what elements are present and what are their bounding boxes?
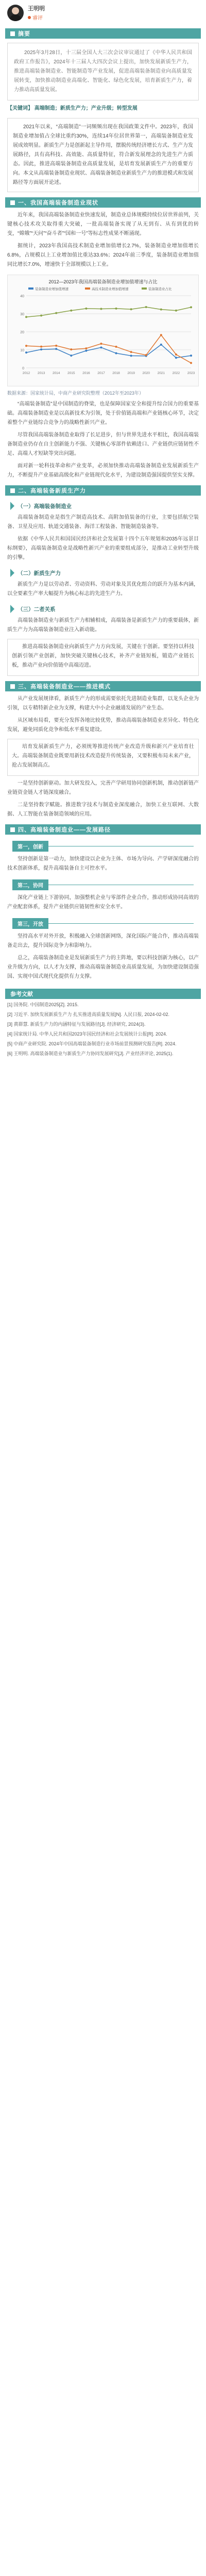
legend-label: 装备制造业增加值增速 [35, 287, 68, 291]
paragraph: 高端装备制造业与新质生产力相辅相成，高端装备是新质生产力的重要载体，新质生产力为高端装备制造业注入新动能。 [7, 618, 199, 633]
x-tick-label: 2023 [187, 371, 195, 375]
y-tick-label: 40 [20, 295, 24, 298]
square-icon [10, 31, 15, 36]
abstract-text: 2025年3月28日，十三届全国人大三次会议审议通过了《中华人民共和国政府工作报告》，2024年十三届人大四次会议上提出，加快发展新质生产力，推进高端装备制造业、智能制造等产业发展，促进高端装备制造业向高质量发展转变，加快推动制造业高端化、智能化、绿色化发展，培育新质生产力，着力推动高质量发展。 [14, 50, 192, 93]
data-point [55, 312, 57, 314]
x-tick-label: 2012 [22, 371, 30, 375]
chart [7, 275, 199, 386]
paragraph: 从区域布局看，要充分发挥各地比较优势，推动高端装备制造业差异化、特色化发展，避免同质化竞争和低水平重复建设。 [7, 718, 199, 733]
subsection-flag [7, 605, 199, 613]
abstract-box [7, 43, 199, 100]
data-point [100, 346, 102, 348]
intro-box [7, 118, 199, 192]
square-icon [10, 488, 15, 493]
square-icon [10, 684, 15, 689]
data-point [145, 306, 147, 308]
section-title: 二、高端装备新质生产力 [18, 488, 86, 494]
square-icon [10, 200, 15, 205]
data-point [40, 348, 42, 350]
paragraph: 据统计，2023年我国高技术制造业增加值增长2.7%，装备制造业增加值增长6.8%，占规模以上工业增加值比重达33.6%；2024年前三季度，装备制造业增加值同比增长7.0%，增速快于全部规模以上工业。 [7, 243, 199, 267]
x-tick-label: 2022 [172, 371, 180, 375]
data-point [55, 348, 57, 350]
data-point [70, 310, 72, 312]
paragraph: 总之，高端装备制造业是发展新质生产力的主阵地，要以科技创新为核心，以产业升级为方向，以人才为支撑，推动高端装备制造业高质量发展，为加快建设制造强国、实现中国式现代化提供有力支撑。 [7, 955, 199, 979]
section-title: 一、我国高端装备制造业现状 [18, 200, 98, 206]
data-point [175, 353, 177, 355]
reference-item: [6] 王明明. 高端装备制造业与新质生产力协同发展研究[J]. 产业经济评论, 2025(1). [7, 1051, 174, 1056]
author-tag-label: 睿评 [32, 15, 43, 21]
reference-item: [5] 中商产业研究院. 2024年中国高端装备制造行业市场前景预测研究报告[R]. 2024. [7, 1041, 177, 1046]
data-point [145, 354, 147, 356]
paragraph: 坚持创新是第一动力，加快建设以企业为主体、市场为导向、产学研深度融合的技术创新体系，提升高端装备自主可控水平。 [7, 856, 199, 871]
path-tab [12, 918, 194, 929]
tag-dot-icon [28, 16, 31, 19]
data-point [100, 308, 102, 310]
data-point [190, 362, 192, 364]
data-point [115, 346, 117, 348]
series-line [26, 345, 191, 358]
data-point [55, 345, 57, 347]
data-point [70, 354, 72, 357]
intro-text: 2021年以来，“高端制造”一词频频出现在我国政策文件中。2023年，我国制造业增加值占全球比重约30%，连续14年位居世界第一，高端装备制造业发展成效明显。新质生产力是创新起主导作用，摆脱传统经济增长方式、生产力发展路径，具有高科技、高效能、高质量特征，符合新发展理念的先进生产力质态。因此，推进高端装备制造业高质量发展，是培育发展新质生产力的重要方向。本文从高端装备制造业现状、高端装备制造业新质生产力的推进模式和发展路径等方面展开论述。 [13, 124, 193, 185]
legend-swatch [142, 287, 147, 290]
x-tick-label: 2014 [52, 371, 60, 375]
highlight-box [7, 739, 199, 776]
legend-swatch [85, 287, 90, 290]
subsection-title: （一）高端装备制造业 [18, 503, 72, 510]
section-1 [5, 197, 201, 208]
reference-item: [3] 黄群慧. 新质生产力的内涵特征与发展路径[J]. 经济研究, 2024(3). [7, 1022, 146, 1027]
legend-label: 高技术制造业增加值增速 [92, 287, 129, 291]
x-tick-label: 2021 [157, 371, 165, 375]
data-point [130, 351, 132, 353]
y-tick-label: 0 [22, 367, 24, 370]
data-point [25, 345, 27, 347]
chart-caption: 数据来源：国家统计局，中商产业研究院整理（2012年至2023年） [7, 391, 144, 396]
section-3 [5, 681, 201, 691]
author-header [0, 0, 206, 23]
triangle-icon [10, 502, 14, 510]
path-tab-label: 第三，开放 [12, 918, 48, 929]
data-point [190, 306, 192, 308]
highlight-text: 推进高端装备制造业向新质生产力方向发展，关键在于创新。要坚持以科技创新引领产业创新，加快突破关键核心技术，补齐产业链短板，锻造产业链长板，推动产业向价值链中高端迈进。 [12, 644, 194, 668]
paragraph: 二是坚持数字赋能。推进数字技术与制造业深度融合，加快工业互联网、大数据、人工智能在装备制造领域的应用。 [7, 802, 199, 817]
chart-svg [8, 275, 198, 383]
chart-title: 2012—2023年我国高端装备制造业增加值增速与占比 [48, 279, 158, 284]
divider [48, 923, 194, 924]
chart-grid [26, 296, 191, 368]
reference-item: [4] 国家统计局. 中华人民共和国2023年国民经济和社会发展统计公报[R]. 2024. [7, 1031, 167, 1037]
path-tab-label: 第一，创新 [12, 841, 48, 852]
data-point [130, 355, 132, 357]
data-point [190, 354, 192, 357]
paragraph: 从产业发展规律看，新质生产力的形成需要依托先进制造业集群，以龙头企业为引领，以专精特新企业为支撑，构建大中小企业融通发展的产业生态。 [7, 696, 199, 711]
x-tick-label: 2020 [142, 371, 150, 375]
x-tick-label: 2016 [82, 371, 90, 375]
paragraph: 新质生产力是以劳动者、劳动资料、劳动对象及其优化组合的跃升为基本内涵，以全要素生产率大幅提升为核心标志的先进生产力。 [7, 582, 199, 597]
data-point [100, 343, 102, 345]
data-point [175, 310, 177, 312]
legend-label: 装备制造业占比 [148, 287, 172, 291]
y-tick-label: 30 [20, 313, 24, 316]
subsection-title: （三）二者关系 [18, 606, 56, 613]
data-point [175, 357, 177, 359]
avatar[interactable] [7, 5, 24, 21]
data-point [85, 347, 87, 349]
data-point [115, 308, 117, 310]
x-tick-label: 2018 [112, 371, 120, 375]
series-line [26, 307, 191, 317]
subsection-flag [7, 502, 199, 510]
x-tick-label: 2013 [37, 371, 45, 375]
data-point [85, 350, 87, 352]
data-point [40, 315, 42, 317]
paragraph: 一是坚持创新驱动。加大研发投入，完善产学研用协同创新机制，推动创新链产业链资金链人才链深度融合。 [7, 781, 199, 795]
data-point [25, 316, 27, 318]
x-tick-label: 2015 [67, 371, 75, 375]
subsection-title: （二）新质生产力 [18, 570, 61, 577]
x-tick-label: 2019 [127, 371, 135, 375]
data-point [70, 348, 72, 350]
author-name[interactable]: 王明明 [28, 6, 45, 12]
paragraph: 依据《中华人民共和国国民经济和社会发展第十四个五年规划和2035年远景目标纲要》，高端装备制造业是战略性新兴产业的重要组成部分，是推动工业转型升级的引擎。 [7, 536, 199, 561]
data-point [40, 346, 42, 348]
paragraph: 面对新一轮科技革命和产业变革，必须加快推动高端装备制造业发展新质生产力，不断提升产业基础高级化和产业链现代化水平，为建设制造强国提供坚实支撑。 [7, 463, 199, 478]
reference-item: [1] 国务院. 中国制造2025[Z]. 2015. [7, 1002, 79, 1007]
data-point [25, 351, 27, 353]
section-title: 摘要 [18, 31, 30, 37]
data-point [115, 352, 117, 354]
data-point [130, 308, 132, 310]
highlight-text: 培育发展新质生产力，必须统筹推进传统产业改造升级和新兴产业培育壮大。高端装备制造业既要用新技术改造提升传统装备，又要积极布局未来产业，抢占发展制高点。 [12, 744, 194, 768]
paragraph: 坚持高水平对外开放，积极融入全球创新网络，深化国际产能合作，推动高端装备走出去，提升国际竞争力和影响力。 [7, 934, 199, 948]
paragraph: “高端装备制造”是中国制造的脊梁，也是保障国家安全和提升综合国力的重要基础。高端装备制造业是以高新技术为引领，处于价值链高端和产业链核心环节，决定着整个产业链综合竞争力的战略性新兴产业。 [7, 401, 199, 426]
section-title: 四、高端装备制造业——发展路径 [18, 827, 111, 833]
section-4 [5, 824, 201, 835]
chart-lines [25, 306, 192, 364]
data-point [85, 308, 87, 310]
path-tab [12, 879, 194, 890]
paragraph: 深化产业链上下游协同，加强整机企业与零部件企业合作，推动形成协同高效的产业配套体系，提升产业链供应链韧性和安全水平。 [7, 895, 199, 910]
data-point [160, 309, 162, 311]
data-point [160, 344, 162, 346]
legend-swatch [28, 287, 33, 290]
x-tick-label: 2017 [97, 371, 105, 375]
triangle-icon [10, 569, 14, 577]
subsection-flag [7, 569, 199, 577]
author-tag [28, 13, 45, 21]
paragraph: 高端装备制造业是指生产制造高技术、高附加值装备的行业，主要包括航空装备、卫星及应用、轨道交通装备、海洋工程装备、智能制造装备等。 [7, 515, 199, 530]
section-refs [5, 989, 201, 999]
section-title: 参考文献 [10, 991, 33, 997]
chart-x-ticks [23, 371, 195, 375]
y-tick-label: 10 [20, 349, 24, 352]
reference-item: [2] 习近平. 加快发展新质生产力 扎实推进高质量发展[N]. 人民日报, 2024-02-02. [7, 1012, 170, 1017]
path-tab [12, 841, 194, 852]
square-icon [10, 827, 15, 832]
triangle-icon [10, 605, 14, 613]
section-abstract [5, 28, 201, 39]
y-tick-label: 20 [20, 331, 24, 334]
path-tab-label: 第二，协同 [12, 879, 48, 890]
highlight-box [7, 639, 199, 676]
section-2 [5, 485, 201, 496]
section-title: 三、高端装备制造业——推进模式 [18, 684, 111, 690]
chart-y-ticks [20, 295, 24, 370]
data-point [160, 334, 162, 336]
paragraph: 尽管我国高端装备制造业取得了长足进步，但与世界先进水平相比，我国高端装备制造业仍存在自主创新能力不强、关键核心零部件依赖进口、产业链供应链韧性不足、高端人才短缺等突出问题。 [7, 432, 199, 456]
chart-legend [28, 286, 172, 291]
paragraph: 近年来，我国高端装备制造业快速发展，制造业总体规模持续位居世界前列，关键核心技术攻关取得重大突破，一批高端装备实现了从无到有、从有到优的转变，“嫦娥”“天问”“奋斗者”“国和一号”等标志性成果不断涌现。 [7, 212, 199, 236]
keywords: 【关键词】 高端制造；新质生产力；产业升级；转型发展 [7, 106, 138, 111]
